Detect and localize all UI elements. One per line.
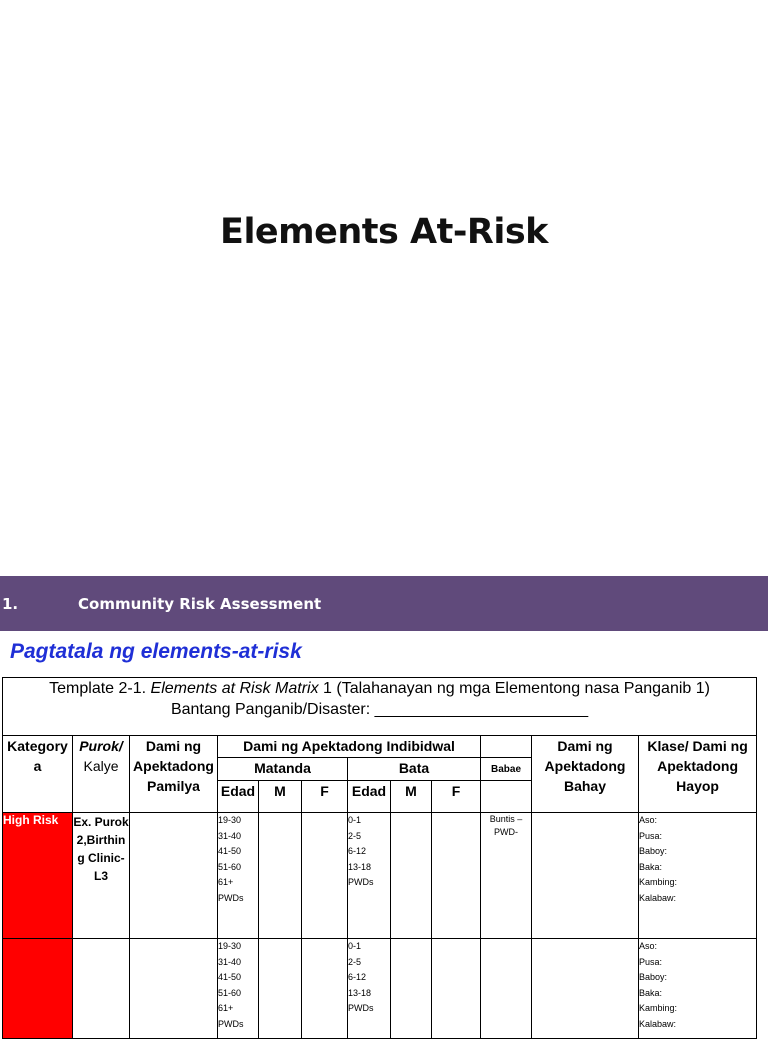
header-hayop: Klase/ Dami ng Apektadong Hayop — [639, 736, 757, 813]
hayop-cell: Aso: Pusa: Baboy: Baka: Kambing: Kalabaw: — [639, 813, 757, 939]
header-babae: Babae — [481, 758, 532, 781]
header-m-bata: M — [391, 781, 432, 813]
header-bahay: Dami ng Apektadong Bahay — [532, 736, 639, 813]
template-prefix: Template 2-1. — [49, 680, 151, 697]
header-kategorya: Kategory a — [3, 736, 73, 813]
header-bata: Bata — [348, 758, 481, 781]
table-row — [3, 813, 757, 939]
matanda-f-cell — [302, 813, 348, 939]
header-purok-rest: Kalye — [83, 758, 119, 774]
header-purok-italic: Purok/ — [79, 738, 123, 754]
slide-title: Elements At-Risk — [220, 212, 548, 252]
purok-cell: Ex. Purok 2,Birthin g Clinic- L3 — [73, 813, 130, 939]
header-edad-matanda: Edad — [218, 781, 259, 813]
header-pamilya: Dami ng Apektadong Pamilya — [130, 736, 218, 813]
header-f-matanda: F — [302, 781, 348, 813]
matanda-edad-cell: 19-30 31-40 41-50 51-60 61+ PWDs — [218, 813, 259, 939]
elements-at-risk-matrix — [2, 677, 757, 1039]
header-m-matanda: M — [259, 781, 302, 813]
section-number: 1. — [2, 595, 19, 613]
header-edad-bata: Edad — [348, 781, 391, 813]
header-indibidwal: Dami ng Apektadong Indibidwal — [218, 736, 481, 758]
pamilya-cell — [130, 813, 218, 939]
template-suffix: 1 (Talahanayan ng mga Elementong nasa Panganib 1) — [318, 680, 710, 697]
bahay-cell — [532, 813, 639, 939]
bata-edad-cell: 0-1 2-5 6-12 13-18 PWDs — [348, 939, 391, 1039]
matanda-m-cell — [259, 813, 302, 939]
hazard-line: Bantang Panganib/Disaster: ________________________ — [170, 701, 589, 718]
matanda-edad-cell: 19-30 31-40 41-50 51-60 61+ PWDs — [218, 939, 259, 1039]
template-matrix-name: Elements at Risk Matrix — [150, 680, 319, 697]
bata-f-cell — [432, 813, 481, 939]
section-banner — [0, 576, 768, 631]
header-purok — [73, 736, 130, 813]
kategorya-cell: High Risk — [3, 813, 73, 939]
template-heading — [3, 678, 757, 736]
babae-cell: Buntis – PWD- — [481, 813, 532, 939]
hayop-cell: Aso: Pusa: Baboy: Baka: Kambing: Kalabaw: — [639, 939, 757, 1039]
header-f-bata: F — [432, 781, 481, 813]
header-blank — [481, 736, 532, 758]
slide-subtitle: Pagtatala ng elements-at-risk — [10, 640, 302, 663]
bata-edad-cell: 0-1 2-5 6-12 13-18 PWDs — [348, 813, 391, 939]
section-title: Community Risk Assessment — [78, 595, 322, 613]
header-matanda: Matanda — [218, 758, 348, 781]
bata-m-cell — [391, 813, 432, 939]
header-babae-sub — [481, 781, 532, 813]
